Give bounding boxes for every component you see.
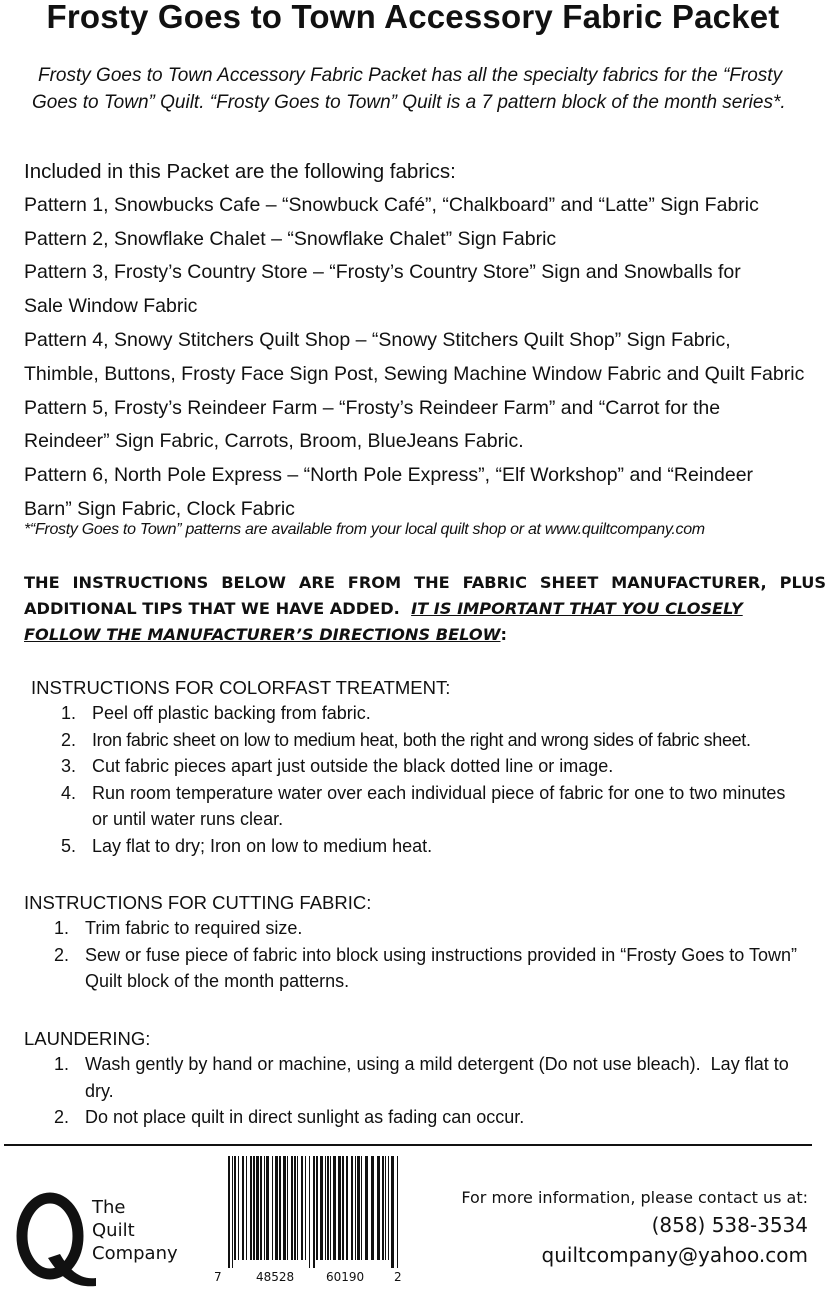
- item-text: Sew or fuse piece of fabric into block using instructions provided in “Frosty Goes to Town” Quilt block of the month patterns.: [85, 944, 798, 992]
- warning-line-1: THE INSTRUCTIONS BELOW ARE FROM THE FABRIC SHEET MANUFACTURER, PLUS: [24, 573, 826, 592]
- barcode-bar: [272, 1156, 273, 1260]
- item-text: Iron fabric sheet on low to medium heat, both the right and wrong sides of fabric sheet.: [92, 729, 751, 750]
- barcode-bar: [279, 1156, 281, 1260]
- barcode-bar: [388, 1156, 389, 1260]
- barcode-bar: [260, 1156, 262, 1260]
- barcode-bar: [377, 1156, 380, 1260]
- laundering-list: [24, 1051, 819, 1131]
- barcode-bar: [232, 1156, 233, 1268]
- barcode-bar: [253, 1156, 255, 1260]
- colorfast-list: [31, 700, 826, 860]
- barcode-bar: [309, 1156, 310, 1268]
- manufacturer-warning: [24, 570, 826, 648]
- list-item: [31, 780, 826, 833]
- included-line: Pattern 6, North Pole Express – “North Pole Express”, “Elf Workshop” and “Reindeer: [24, 464, 754, 487]
- barcode-bar: [397, 1156, 398, 1268]
- barcode-bar: [361, 1156, 362, 1260]
- cutting-heading: INSTRUCTIONS FOR CUTTING FABRIC:: [24, 892, 372, 913]
- barcode-bar: [305, 1156, 306, 1260]
- warning-emphasis: FOLLOW THE MANUFACTURER’S DIRECTIONS BELOW: [24, 625, 501, 644]
- included-line: Reindeer” Sign Fabric, Carrots, Broom, BlueJeans Fabric.: [24, 430, 524, 453]
- item-number: 3.: [61, 756, 77, 777]
- item-number: 2.: [54, 1107, 70, 1128]
- divider: [4, 1144, 812, 1146]
- item-number: 5.: [61, 835, 77, 856]
- barcode-bar: [357, 1156, 360, 1260]
- barcode-bar: [313, 1156, 315, 1268]
- included-line: Pattern 2, Snowflake Chalet – “Snowflake Chalet” Sign Fabric: [24, 227, 557, 250]
- barcode: [212, 1156, 406, 1292]
- item-text: Lay flat to dry; Iron on low to medium heat.: [92, 835, 433, 856]
- list-item: [24, 942, 819, 995]
- cutting-section: [24, 892, 819, 995]
- logo-line: Company: [92, 1243, 178, 1264]
- barcode-bar: [342, 1156, 344, 1260]
- cutting-list: [24, 915, 819, 995]
- barcode-bar: [291, 1156, 293, 1260]
- colorfast-heading: INSTRUCTIONS FOR COLORFAST TREATMENT:: [31, 677, 451, 698]
- barcode-bar: [301, 1156, 303, 1260]
- barcode-bar: [333, 1156, 336, 1260]
- item-text: Trim fabric to required size.: [85, 918, 303, 938]
- barcode-digit: 7: [214, 1270, 222, 1284]
- contact-prompt: For more information, please contact us at:: [461, 1188, 808, 1207]
- list-item: [24, 1104, 819, 1131]
- included-line: Pattern 3, Frosty’s Country Store – “Frosty’s Country Store” Sign and Snowballs for: [24, 261, 741, 284]
- included-fabrics: [24, 155, 824, 527]
- barcode-bar: [355, 1156, 356, 1260]
- barcode-digit: 2: [394, 1270, 402, 1284]
- list-item: [31, 833, 826, 860]
- item-number: 2.: [54, 944, 70, 965]
- list-item: [31, 753, 826, 780]
- logo-line: Quilt: [92, 1220, 135, 1241]
- included-line: Pattern 1, Snowbucks Cafe – “Snowbuck Café”, “Chalkboard” and “Latte” Sign Fabric: [24, 193, 759, 216]
- barcode-bar: [365, 1156, 368, 1260]
- item-number: 1.: [61, 703, 77, 723]
- barcode-bar: [294, 1156, 296, 1260]
- included-line: Barn” Sign Fabric, Clock Fabric: [24, 497, 295, 520]
- barcode-bar: [256, 1156, 259, 1260]
- logo-line: The: [92, 1197, 126, 1218]
- item-number: 1.: [54, 918, 70, 938]
- quilt-company-logo: [10, 1192, 200, 1292]
- barcode-bar: [266, 1156, 269, 1260]
- barcode-bar: [242, 1156, 244, 1260]
- warning-line-2: [24, 596, 826, 622]
- barcode-bar: [297, 1156, 298, 1260]
- barcode-bar: [320, 1156, 323, 1260]
- barcode-bar: [246, 1156, 247, 1260]
- barcode-bar: [316, 1156, 318, 1260]
- intro-paragraph: Frosty Goes to Town Accessory Fabric Packet has all the specialty fabrics for the “Frosty Goes to Town” Quilt. “Frosty Goes to Town” Quilt is a 7 pattern block of the month series*.: [32, 65, 786, 113]
- barcode-bar: [264, 1156, 265, 1260]
- list-item: [24, 915, 819, 942]
- warning-plain: ADDITIONAL TIPS THAT WE HAVE ADDED.: [24, 599, 400, 618]
- barcode-digit: 48528: [256, 1270, 295, 1284]
- warning-emphasis: IT IS IMPORTANT THAT YOU CLOSELY: [411, 599, 743, 618]
- q-logo-icon: [10, 1192, 100, 1292]
- list-item: [31, 700, 826, 727]
- item-number: 1.: [54, 1054, 70, 1074]
- footnote: *“Frosty Goes to Town” patterns are available from your local quilt shop or at www.quiltcompany.com: [24, 521, 705, 538]
- barcode-bar: [234, 1156, 236, 1260]
- barcode-bar: [250, 1156, 252, 1260]
- item-text: Peel off plastic backing from fabric.: [92, 703, 371, 723]
- included-line: Sale Window Fabric: [24, 295, 198, 318]
- barcode-bar: [283, 1156, 286, 1260]
- item-number: 4.: [61, 782, 77, 803]
- item-number: 2.: [61, 729, 77, 750]
- barcode-bar: [330, 1156, 331, 1260]
- item-text: Do not place quilt in direct sunlight as fading can occur.: [85, 1107, 525, 1128]
- barcode-bar: [391, 1156, 394, 1268]
- page-title: Frosty Goes to Town Accessory Fabric Packet: [46, 0, 780, 35]
- barcode-bar: [382, 1156, 384, 1260]
- contact-phone: (858) 538-3534: [651, 1213, 808, 1237]
- item-text: Wash gently by hand or machine, using a mild detergent (Do not use bleach). Lay flat to dry.: [85, 1054, 794, 1101]
- colorfast-section: [31, 677, 826, 860]
- barcode-bar: [228, 1156, 230, 1268]
- contact-email: quiltcompany@yahoo.com: [541, 1243, 808, 1267]
- barcode-digit: 60190: [326, 1270, 365, 1284]
- item-text: Cut fabric pieces apart just outside the black dotted line or image.: [92, 756, 614, 777]
- barcode-bar: [287, 1156, 288, 1260]
- warning-line-3: [24, 622, 826, 648]
- logo-text: [92, 1196, 178, 1265]
- barcode-bar: [385, 1156, 386, 1260]
- laundering-heading: LAUNDERING:: [24, 1028, 151, 1049]
- list-item: [31, 727, 826, 754]
- laundering-section: [24, 1028, 819, 1131]
- included-line: Thimble, Buttons, Frosty Face Sign Post, Sewing Machine Window Fabric and Quilt Fabric: [24, 362, 805, 385]
- barcode-bars: [212, 1156, 406, 1268]
- contact-info: [461, 1188, 808, 1267]
- included-heading: Included in this Packet are the following fabrics:: [24, 160, 456, 183]
- barcode-bar: [325, 1156, 326, 1260]
- barcode-bar: [346, 1156, 348, 1260]
- item-text: Run room temperature water over each individual piece of fabric for one to two minutes or until water runs clear.: [92, 782, 786, 830]
- included-line: Pattern 4, Snowy Stitchers Quilt Shop – “Snowy Stitchers Quilt Shop” Sign Fabric,: [24, 328, 731, 351]
- barcode-bar: [327, 1156, 329, 1260]
- included-line: Pattern 5, Frosty’s Reindeer Farm – “Frosty’s Reindeer Farm” and “Carrot for the: [24, 396, 721, 419]
- list-item: [24, 1051, 819, 1104]
- barcode-bar: [351, 1156, 353, 1260]
- barcode-bar: [238, 1156, 239, 1260]
- barcode-bar: [371, 1156, 374, 1260]
- warning-colon: :: [500, 625, 507, 644]
- barcode-bar: [338, 1156, 341, 1260]
- barcode-bar: [275, 1156, 278, 1260]
